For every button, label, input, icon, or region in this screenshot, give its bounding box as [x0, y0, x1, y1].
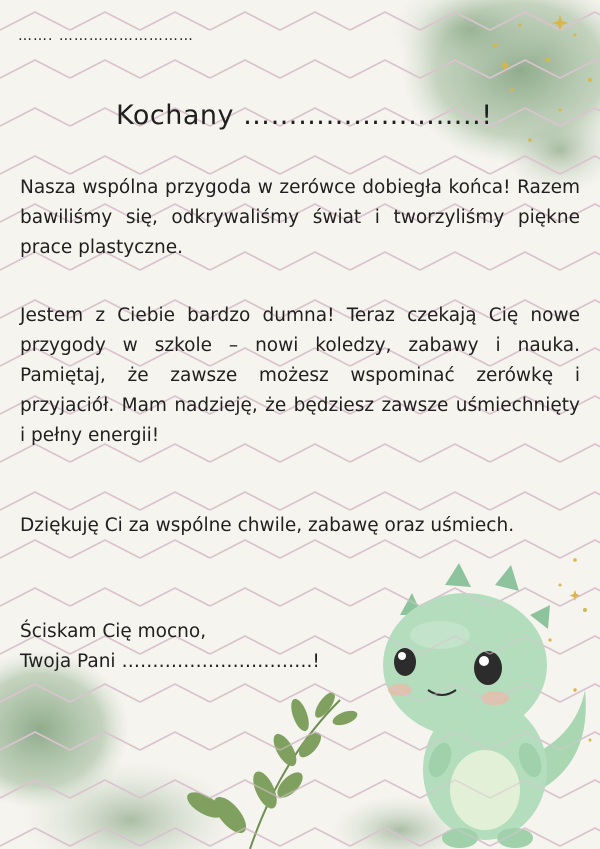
paragraph-3: Dziękuję Ci za wspólne chwile, zabawę oraz uśmiech. — [20, 515, 515, 536]
paragraph-1: Nasza wspólna przygoda w zerówce dobiegła końca! Razem bawiliśmy się, odkrywaliśmy świat i tworzyliśmy piękne prace plastyczne. — [20, 177, 580, 258]
date-placeholder: ……. ……………………… — [18, 28, 194, 44]
paragraph-2: Jestem z Ciebie bardzo dumna! Teraz czekają Cię nowe przygody w szkole – nowi koledzy, zabawy i nauka. Pamiętaj, że zawsze możesz wspominać zerówkę i przyjaciół. Mam nadzieję, że będziesz zawsze uśmiechnięty i pełny energii! — [20, 305, 580, 446]
signature-line: Twoja Pani ………………………….! — [20, 651, 320, 672]
greeting: Kochany ……………………..! — [116, 100, 493, 131]
closing-line-1: Ściskam Cię mocno, — [20, 621, 207, 642]
